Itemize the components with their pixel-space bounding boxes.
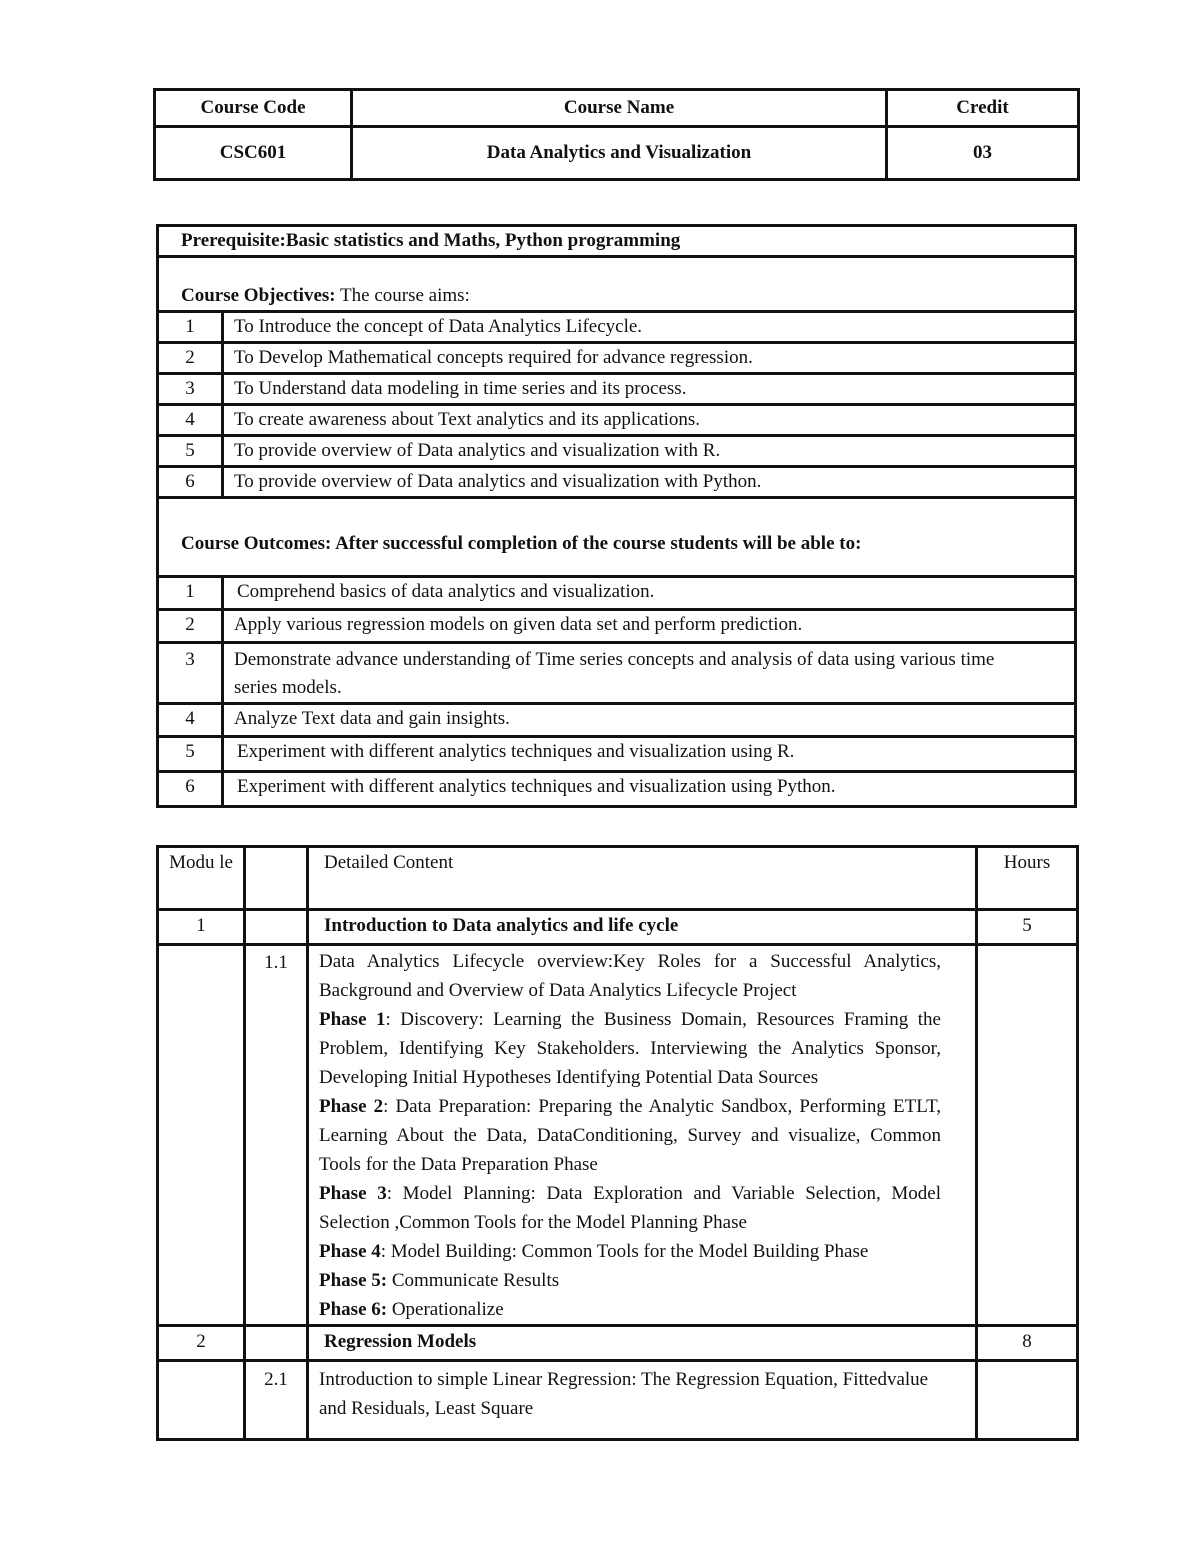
phase-item: [319, 1179, 941, 1237]
module-title: Regression Models: [308, 1326, 977, 1361]
objective-row: [158, 405, 1076, 436]
header-detailed-content: Detailed Content: [308, 847, 977, 910]
objective-number: 4: [158, 405, 223, 436]
course-code: CSC601: [155, 127, 352, 180]
module-sub-blank: [245, 1326, 308, 1361]
submodule-number: 2.1: [245, 1361, 308, 1440]
objective-text: To create awareness about Text analytics and its applications.: [223, 405, 1076, 436]
course-name: Data Analytics and Visualization: [352, 127, 887, 180]
lifecycle-overview: Data Analytics Lifecycle overview:Key Roles for a Successful Analytics, Background and Overview of Data Analytics Lifecycle Project: [319, 951, 941, 1001]
header-course-name: Course Name: [352, 90, 887, 127]
objective-text: To Introduce the concept of Data Analytics Lifecycle.: [223, 312, 1076, 343]
header-module: Modu le: [158, 847, 245, 910]
objective-text: To provide overview of Data analytics and visualization with R.: [223, 436, 1076, 467]
phase-text: : Model Planning: Data Exploration and Variable Selection, Model Selection ,Common Tools for the Model Planning Phase: [319, 1183, 941, 1233]
objective-number: 5: [158, 436, 223, 467]
prerequisite: Prerequisite:Basic statistics and Maths, Python programming: [158, 226, 1076, 257]
outcome-number: 4: [158, 704, 223, 737]
phase-item: [319, 1237, 941, 1266]
phase-text: Operationalize: [387, 1299, 504, 1320]
objective-text: To Develop Mathematical concepts required for advance regression.: [223, 343, 1076, 374]
outcome-number: 3: [158, 643, 223, 704]
module-number: 2: [158, 1326, 245, 1361]
objective-row: [158, 312, 1076, 343]
phase-label: Phase 1: [319, 1009, 386, 1030]
submodule-content: Introduction to simple Linear Regression: The Regression Equation, Fittedvalue and Residuals, Least Square: [308, 1361, 977, 1440]
objective-row: [158, 467, 1076, 498]
phase-item: [319, 1295, 941, 1324]
outcome-text: Analyze Text data and gain insights.: [223, 704, 1076, 737]
outcomes-heading: Course Outcomes: After successful completion of the course students will be able to:: [158, 498, 1076, 577]
objective-text: To Understand data modeling in time series and its process.: [223, 374, 1076, 405]
modules-header-row: [158, 847, 1078, 910]
objectives-outcomes-table: [156, 224, 1077, 808]
course-info-table: [153, 88, 1080, 181]
course-header-row: [155, 90, 1079, 127]
header-sub-blank: [245, 847, 308, 910]
module-row: [158, 1326, 1078, 1361]
phase-text: Communicate Results: [387, 1270, 560, 1291]
objectives-label: Course Objectives:: [181, 285, 336, 306]
submodule-number: 1.1: [245, 945, 308, 1326]
outcome-text: Experiment with different analytics techniques and visualization using Python.: [223, 772, 1076, 807]
objective-row: [158, 436, 1076, 467]
module-title: Introduction to Data analytics and life cycle: [308, 910, 977, 945]
outcome-number: 2: [158, 610, 223, 643]
objectives-intro: The course aims:: [340, 285, 470, 306]
phase-label: Phase 3: [319, 1183, 387, 1204]
phase-item: [319, 1266, 941, 1295]
objective-text: To provide overview of Data analytics and visualization with Python.: [223, 467, 1076, 498]
phase-text: : Data Preparation: Preparing the Analytic Sandbox, Performing ETLT, Learning About the Data, DataConditioning, Survey and visualize, Common Tools for the Data Preparation Phase: [319, 1096, 942, 1175]
module-row: [158, 910, 1078, 945]
phase-text: : Discovery: Learning the Business Domain, Resources Framing the Problem, Identifying Key Stakeholders. Interviewing the Analytics Sponsor, Developing Initial Hypotheses Identifying Potential Data Sources: [319, 1009, 941, 1088]
header-hours: Hours: [977, 847, 1078, 910]
objective-number: 1: [158, 312, 223, 343]
objectives-heading: [158, 257, 1076, 312]
outcome-row: [158, 704, 1076, 737]
phase-label: Phase 2: [319, 1096, 384, 1117]
objective-number: 3: [158, 374, 223, 405]
phase-item: [319, 1005, 941, 1092]
objective-number: 2: [158, 343, 223, 374]
header-course-code: Course Code: [155, 90, 352, 127]
submodule-hours-blank: [977, 1361, 1078, 1440]
header-credit: Credit: [887, 90, 1079, 127]
outcome-number: 5: [158, 737, 223, 772]
module-hours: 5: [977, 910, 1078, 945]
phase-item: [319, 1092, 941, 1179]
submodule-module-blank: [158, 945, 245, 1326]
submodule-module-blank: [158, 1361, 245, 1440]
module-hours: 8: [977, 1326, 1078, 1361]
outcome-row: [158, 772, 1076, 807]
outcome-row: [158, 610, 1076, 643]
phase-label: Phase 5:: [319, 1270, 388, 1291]
module-number: 1: [158, 910, 245, 945]
outcome-text: Experiment with different analytics techniques and visualization using R.: [223, 737, 1076, 772]
modules-table: [156, 845, 1079, 1441]
phase-label: Phase 4: [319, 1241, 381, 1262]
phase-text: : Model Building: Common Tools for the Model Building Phase: [380, 1241, 869, 1262]
objective-row: [158, 374, 1076, 405]
submodule-hours-blank: [977, 945, 1078, 1326]
course-data-row: [155, 127, 1079, 180]
outcome-text: Apply various regression models on given data set and perform prediction.: [223, 610, 1076, 643]
objective-number: 6: [158, 467, 223, 498]
outcome-row: [158, 643, 1076, 704]
outcome-number: 1: [158, 577, 223, 610]
phase-label: Phase 6:: [319, 1299, 388, 1320]
course-credit: 03: [887, 127, 1079, 180]
outcome-number: 6: [158, 772, 223, 807]
outcome-row: [158, 577, 1076, 610]
module-sub-blank: [245, 910, 308, 945]
outcome-text: Demonstrate advance understanding of Time series concepts and analysis of data using various time series models.: [223, 643, 1076, 704]
submodule-row: [158, 1361, 1078, 1440]
submodule-content: [308, 945, 977, 1326]
outcome-text: Comprehend basics of data analytics and visualization.: [223, 577, 1076, 610]
submodule-row: [158, 945, 1078, 1326]
objective-row: [158, 343, 1076, 374]
outcome-row: [158, 737, 1076, 772]
